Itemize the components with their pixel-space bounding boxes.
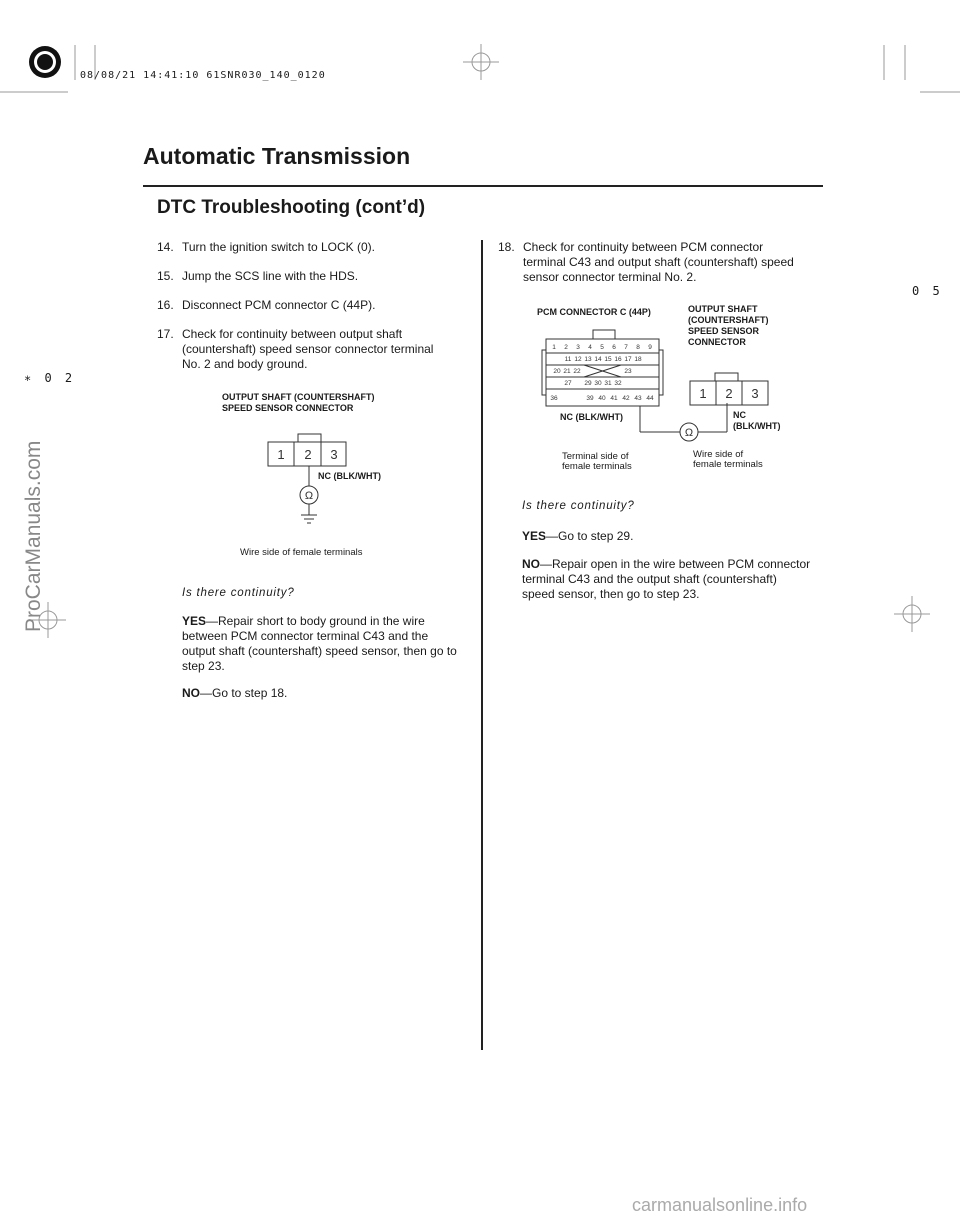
- ohm-symbol: Ω: [684, 427, 694, 439]
- step-text-line1: Check for continuity between output shaft: [182, 327, 403, 341]
- terminal-number: 3: [576, 344, 580, 351]
- sensor-connector-label-1: OUTPUT SHAFT: [688, 304, 758, 314]
- terminal-number: 39: [586, 395, 594, 402]
- terminal-number: 29: [584, 380, 592, 387]
- no-answer: NO—Repair open in the wire between PCM connector terminal C43 and the output shaft (countershaft) speed sensor, then go to step 23.: [522, 557, 811, 601]
- yes-answer: YES—Go to step 29.: [522, 529, 634, 543]
- sensor-connector-label-2: (COUNTERSHAFT): [688, 315, 769, 325]
- pcm-connector-latch: [593, 330, 615, 339]
- step-18: [498, 240, 808, 285]
- side-watermark: ProCarManuals.com: [22, 440, 45, 632]
- terminal-number: 2: [564, 344, 568, 351]
- wire-label: NC (BLK/WHT): [318, 471, 381, 481]
- terminal-number: 7: [624, 344, 628, 351]
- continuity-question: Is there continuity?: [522, 500, 635, 512]
- terminal-number: 8: [636, 344, 640, 351]
- connector-latch: [298, 434, 321, 442]
- step-number: 16.: [157, 298, 174, 312]
- yes-answer: YES—Repair short to body ground in the wire between PCM connector terminal C43 and the output shaft (countershaft) speed sensor, then go to step 23.: [182, 614, 457, 673]
- step-number: 14.: [157, 240, 174, 254]
- terminal-number: 11: [564, 356, 572, 363]
- sensor-pin-3: 3: [751, 386, 759, 401]
- pin-3: 3: [330, 447, 338, 462]
- terminal-number: 22: [573, 368, 581, 375]
- step-text-rest: terminal C43 and output shaft (countershaft) speed sensor connector terminal No. 2.: [523, 255, 794, 284]
- step-number: 15.: [157, 269, 174, 283]
- pin-2: 2: [304, 447, 312, 462]
- step-text: Disconnect PCM connector C (44P).: [182, 298, 376, 312]
- terminal-number: 12: [574, 356, 582, 363]
- column-divider: [481, 240, 483, 1050]
- wire-side-caption-2: female terminals: [693, 459, 763, 470]
- terminal-number: 13: [584, 356, 592, 363]
- terminal-number: 5: [600, 344, 604, 351]
- yes-label: YES: [182, 614, 207, 628]
- step-number: 17.: [157, 327, 174, 341]
- yes-label: YES: [522, 529, 547, 543]
- step-text-line1: Check for continuity between PCM connector: [523, 240, 764, 254]
- step-15: [157, 269, 457, 284]
- terminal-number: 4: [588, 344, 592, 351]
- step-17: [157, 327, 457, 372]
- terminal-number: 20: [553, 368, 561, 375]
- diagram-caption: Wire side of female terminals: [240, 547, 363, 558]
- section-title: DTC Troubleshooting (cont’d): [157, 197, 426, 218]
- step-14: [157, 240, 457, 255]
- terminal-number: 1: [552, 344, 556, 351]
- sensor-wire-label-1: NC: [733, 410, 746, 420]
- yes-text: Go to step 29.: [558, 529, 634, 543]
- no-label: NO: [182, 686, 200, 700]
- sensor-connector-label-3: SPEED SENSOR: [688, 326, 760, 336]
- pcm-wire-label: NC (BLK/WHT): [560, 412, 623, 422]
- step-text: Turn the ignition switch to LOCK (0).: [182, 240, 375, 254]
- terminal-number: 15: [604, 356, 612, 363]
- step-text: Jump the SCS line with the HDS.: [182, 269, 359, 283]
- continuity-question: Is there continuity?: [182, 587, 295, 599]
- terminal-number: 16: [614, 356, 622, 363]
- terminal-number: 44: [646, 395, 654, 402]
- step-16: [157, 298, 457, 313]
- yes-text: Repair short to body ground in the wire between PCM connector terminal C43 and the output shaft (countershaft) speed sensor, then go to step 23.: [182, 614, 457, 673]
- sensor-pin-2: 2: [725, 386, 733, 401]
- pcm-connector-label: PCM CONNECTOR C (44P): [537, 307, 651, 317]
- footer-watermark: carmanualsonline.info: [632, 1195, 808, 1215]
- print-stamp: 08/08/21 14:41:10 61SNR030_140_0120: [80, 70, 326, 81]
- terminal-number: 17: [624, 356, 632, 363]
- terminal-number: 31: [604, 380, 612, 387]
- sensor-connector-label-1: OUTPUT SHAFT (COUNTERSHAFT): [222, 392, 375, 402]
- terminal-side-caption-2: female terminals: [562, 461, 632, 472]
- terminal-side-caption-1: Terminal side of: [562, 451, 629, 462]
- step-text-rest: (countershaft) speed sensor connector terminal No. 2 and body ground.: [182, 342, 434, 371]
- title-rule: [143, 185, 823, 187]
- sensor-pin-1: 1: [699, 386, 707, 401]
- ohm-symbol: Ω: [304, 490, 314, 502]
- terminal-number: 32: [614, 380, 622, 387]
- terminal-number: 43: [634, 395, 642, 402]
- side-code-right: 0 5: [912, 284, 943, 298]
- terminal-number: 18: [634, 356, 642, 363]
- side-code-left: ∗ 0 2: [24, 371, 76, 385]
- no-text: Repair open in the wire between PCM connector terminal C43 and the output shaft (countershaft) speed sensor, then go to step 23.: [522, 557, 811, 601]
- pin-1: 1: [277, 447, 285, 462]
- terminal-number: 42: [622, 395, 630, 402]
- terminal-number: 41: [610, 395, 618, 402]
- sensor-connector-latch: [715, 373, 738, 381]
- sensor-connector-label-2: SPEED SENSOR CONNECTOR: [222, 403, 354, 413]
- sensor-wire-label-2: (BLK/WHT): [733, 421, 781, 431]
- no-answer: NO—Go to step 18.: [182, 686, 288, 700]
- terminal-number: 23: [624, 368, 632, 375]
- terminal-number: 14: [594, 356, 602, 363]
- no-label: NO: [522, 557, 540, 571]
- step-number: 18.: [498, 240, 515, 254]
- sensor-connector-label-4: CONNECTOR: [688, 337, 746, 347]
- terminal-number: 27: [564, 380, 572, 387]
- registration-target-icon: [29, 46, 61, 78]
- page-title: Automatic Transmission: [143, 143, 411, 169]
- terminal-number: 36: [550, 395, 558, 402]
- terminal-number: 21: [563, 368, 571, 375]
- wire-side-caption-1: Wire side of: [693, 449, 744, 460]
- terminal-number: 30: [594, 380, 602, 387]
- terminal-number: 40: [598, 395, 606, 402]
- no-text: Go to step 18.: [212, 686, 288, 700]
- terminal-number: 6: [612, 344, 616, 351]
- terminal-number: 9: [648, 344, 652, 351]
